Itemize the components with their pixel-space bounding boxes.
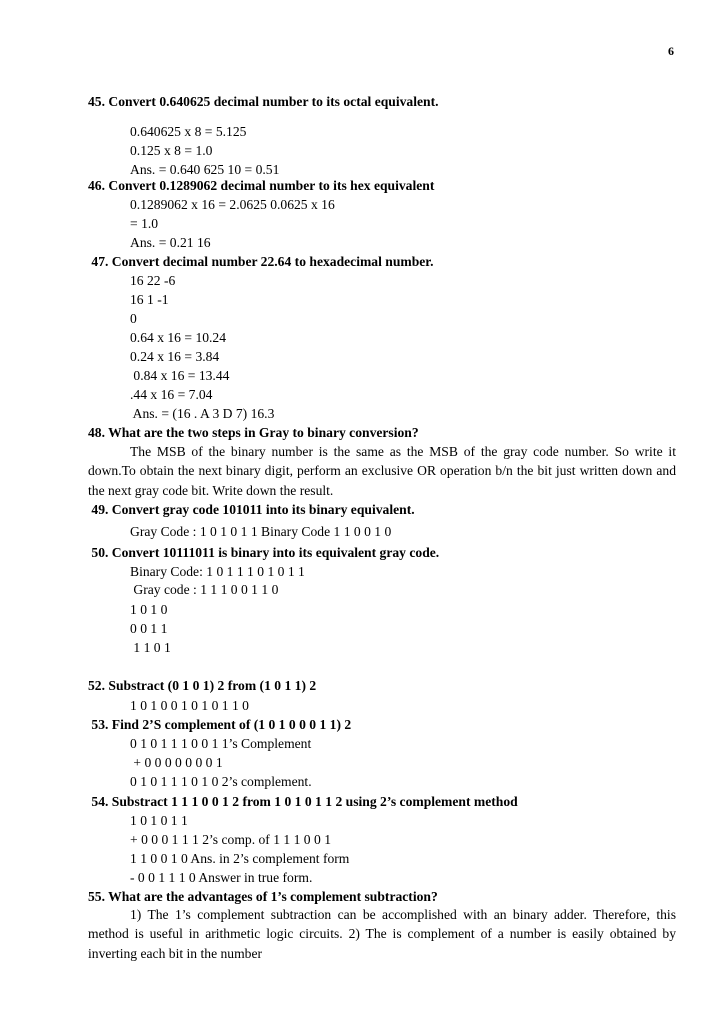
answer-line: 1 1 0 0 1 0 Ans. in 2’s complement form (130, 851, 350, 866)
question-heading: 47. Convert decimal number 22.64 to hexadecimal number. (88, 254, 434, 269)
question-heading: 46. Convert 0.1289062 decimal number to its hex equivalent (88, 178, 435, 193)
answer-line: 1 0 1 0 0 1 0 1 0 1 1 0 (130, 698, 249, 713)
answer-line: 0.64 x 16 = 10.24 (130, 330, 227, 345)
answer-line: 0.1289062 x 16 = 2.0625 0.0625 x 16 (130, 197, 335, 212)
answer-paragraph: 1) The 1’s complement subtraction can be accomplished with an binary adder. Therefore, this method is useful in arithmetic logic circuits. 2) The is complement of a number is easily obtained by inverting each bit in the number (88, 907, 676, 961)
answer-line: + 0 0 0 1 1 1 2’s comp. of 1 1 1 0 0 1 (130, 832, 331, 847)
answer-line: 0 0 1 1 (130, 621, 168, 636)
answer-line: Binary Code: 1 0 1 1 1 0 1 0 1 1 (130, 564, 305, 579)
answer-line: 1 0 1 0 (130, 602, 168, 617)
answer-line: 0.84 x 16 = 13.44 (130, 368, 230, 383)
question-heading: 52. Substract (0 1 0 1) 2 from (1 0 1 1) 2 (88, 678, 317, 693)
answer-line: 0.125 x 8 = 1.0 (130, 143, 213, 158)
question-heading: 45. Convert 0.640625 decimal number to its octal equivalent. (88, 94, 439, 109)
answer-line: Gray code : 1 1 1 0 0 1 1 0 (130, 582, 279, 597)
question-heading: 54. Substract 1 1 1 0 0 1 2 from 1 0 1 0 1 1 2 using 2’s complement method (88, 794, 518, 809)
answer-line: 0 1 0 1 1 1 0 1 0 2’s complement. (130, 774, 312, 789)
answer-line: 1 0 1 0 1 1 (130, 813, 188, 828)
answer-line: 16 22 -6 (130, 273, 176, 288)
answer-line: Ans. = (16 . A 3 D 7) 16.3 (130, 406, 275, 421)
answer-paragraph: The MSB of the binary number is the same as the MSB of the gray code number. So write it down.To obtain the next binary digit, perform an exclusive OR operation b/n the bit just written down and the next gray code bit. Write down the result. (88, 444, 676, 498)
answer-line: Gray Code : 1 0 1 0 1 1 Binary Code 1 1 0 0 1 0 (130, 524, 392, 539)
answer-line: - 0 0 1 1 1 0 Answer in true form. (130, 870, 313, 885)
answer-line: .44 x 16 = 7.04 (130, 387, 213, 402)
page-number: 6 (668, 44, 674, 58)
answer-line: 0.640625 x 8 = 5.125 (130, 124, 247, 139)
question-heading: 53. Find 2’S complement of (1 0 1 0 0 0 1 1) 2 (88, 717, 352, 732)
question-heading: 49. Convert gray code 101011 into its binary equivalent. (88, 502, 415, 517)
answer-line: 16 1 -1 (130, 292, 169, 307)
answer-line: 0.24 x 16 = 3.84 (130, 349, 220, 364)
answer-line: 1 1 0 1 (130, 640, 171, 655)
answer-line: Ans. = 0.640 625 10 = 0.51 (130, 162, 280, 177)
question-heading: 50. Convert 10111011 is binary into its equivalent gray code. (88, 545, 440, 560)
answer-line: + 0 0 0 0 0 0 0 1 (130, 755, 223, 770)
question-heading: 55. What are the advantages of 1’s complement subtraction? (88, 889, 438, 904)
question-heading: 48. What are the two steps in Gray to binary conversion? (88, 425, 419, 440)
answer-line: Ans. = 0.21 16 (130, 235, 211, 250)
answer-line: = 1.0 (130, 216, 159, 231)
answer-line: 0 1 0 1 1 1 0 0 1 1’s Complement (130, 736, 312, 751)
answer-line: 0 (130, 311, 137, 326)
